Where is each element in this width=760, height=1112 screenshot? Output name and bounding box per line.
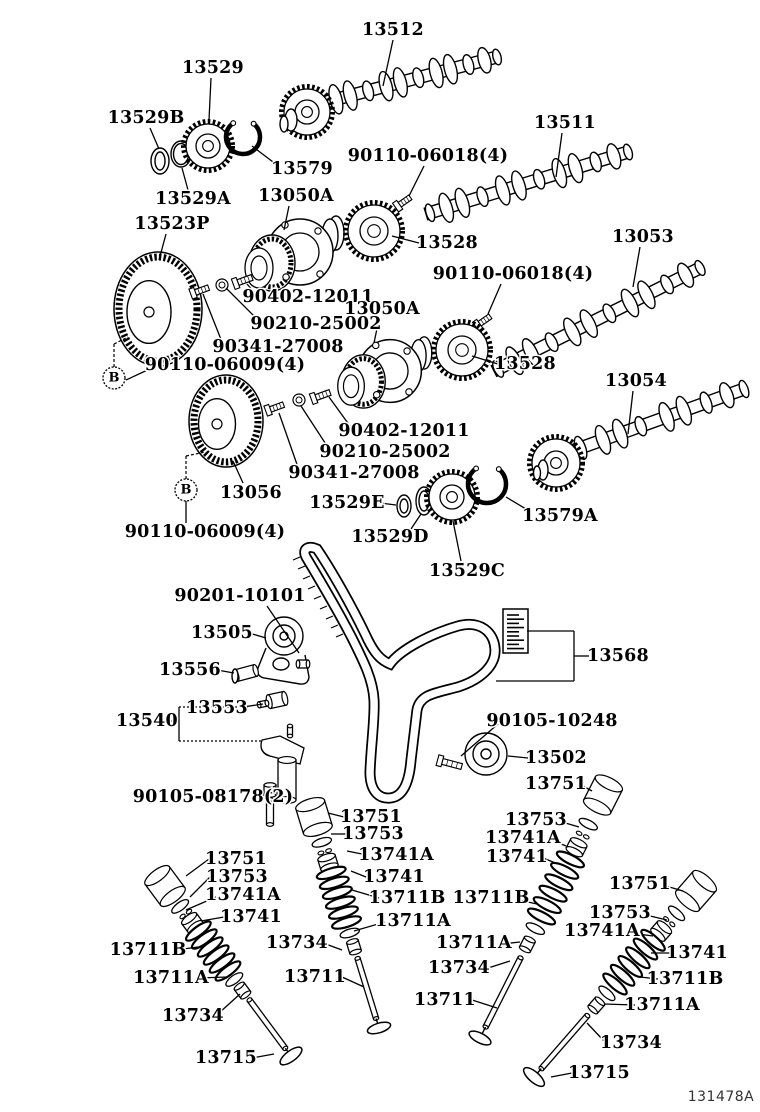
ellipse-shape <box>311 836 332 850</box>
valve-stem-seal-icon <box>518 935 536 954</box>
part-label-39-13753: 13753 <box>342 824 404 844</box>
part-shape <box>404 348 410 354</box>
part-label-40-13753: 13753 <box>505 810 567 830</box>
part-label-18-13054: 13054 <box>605 371 667 391</box>
stud-90201 <box>296 660 310 668</box>
part-label-55-13734: 13734 <box>266 933 328 953</box>
pin <box>288 724 293 738</box>
part-label-24-13579A: 13579A <box>522 506 598 526</box>
part-label-11-90110-06018(4): 90110-06018(4) <box>432 264 594 284</box>
ellipse-shape <box>366 1020 392 1036</box>
bolt-icon <box>264 400 285 416</box>
callout-letter-1: B <box>180 482 192 498</box>
diagram-line <box>308 586 315 589</box>
part-label-67-13715: 13715 <box>195 1048 257 1068</box>
part-label-1-13529: 13529 <box>182 58 244 78</box>
part-label-5-13579: 13579 <box>271 159 333 179</box>
camshaft-13512 <box>314 41 505 118</box>
ellipse-shape <box>232 669 238 683</box>
circle-shape <box>231 121 236 126</box>
part-label-51-13753: 13753 <box>589 903 651 923</box>
ellipse-shape <box>576 830 583 836</box>
part-label-25-13529D: 13529D <box>351 527 429 547</box>
part-label-66-13734: 13734 <box>600 1033 662 1053</box>
diagram-line <box>150 128 159 149</box>
part-label-30-13568: 13568 <box>587 646 649 666</box>
part-label-17-90110-06009(4): 90110-06009(4) <box>144 355 306 375</box>
part-label-27-13529C: 13529C <box>428 561 506 581</box>
valve-stem-seal-icon <box>587 996 606 1016</box>
part-label-15-90341-27008: 90341-27008 <box>212 337 344 357</box>
part-label-9-13528: 13528 <box>416 233 478 253</box>
ellipse-shape <box>343 375 358 398</box>
adjuster-13553 <box>265 691 289 709</box>
part-label-12-90402-12011: 90402-12011 <box>242 287 374 307</box>
part-shape <box>288 734 293 738</box>
part-label-64-13711A: 13711A <box>624 995 700 1015</box>
part-label-13-13050A: 13050A <box>344 299 420 319</box>
part-shape <box>247 998 287 1050</box>
diagram-line <box>326 616 333 619</box>
part-label-20-90210-25002: 90210-25002 <box>319 442 451 462</box>
callout-letter-0: B <box>108 370 120 386</box>
part-label-54-13741A: 13741A <box>564 921 640 941</box>
ellipse-shape <box>583 834 590 840</box>
part-shape <box>283 274 289 280</box>
part-shape <box>406 389 412 395</box>
part-label-49-13711B: 13711B <box>368 888 446 908</box>
diagram-line <box>293 557 300 560</box>
part-shape <box>265 700 270 707</box>
part-label-45-13741: 13741 <box>363 867 425 887</box>
part-label-36-13751: 13751 <box>525 774 587 794</box>
part-label-58-13741: 13741 <box>666 943 728 963</box>
part-label-62-13711B: 13711B <box>646 969 724 989</box>
part-label-26-90110-06009(4): 90110-06009(4) <box>124 522 286 542</box>
gear-13529 <box>186 124 230 168</box>
part-label-59-13711: 13711 <box>284 967 346 987</box>
bolt-icon <box>309 387 332 404</box>
valve-lifter-icon <box>294 795 334 840</box>
part-label-31-13556: 13556 <box>159 660 221 680</box>
ellipse-shape <box>155 152 165 170</box>
part-shape <box>355 958 378 1020</box>
part-label-47-13751: 13751 <box>609 874 671 894</box>
part-label-56-13711A: 13711A <box>436 933 512 953</box>
diagram-line <box>298 566 305 569</box>
part-label-53-13711A: 13711A <box>375 911 451 931</box>
part-label-41-13741A: 13741A <box>485 828 561 848</box>
part-label-43-13741: 13741 <box>486 847 548 867</box>
circle-shape <box>474 466 479 471</box>
part-shape <box>604 142 623 170</box>
diagram-line <box>453 521 461 561</box>
valve-stem-seal-icon <box>346 938 362 956</box>
bolt-icon <box>436 755 463 772</box>
part-label-4-90110-06018(4): 90110-06018(4) <box>347 146 509 166</box>
diagram-line <box>209 78 211 120</box>
valve-lifter-icon <box>581 772 625 819</box>
part-label-2-13529B: 13529B <box>107 108 185 128</box>
valve-stem-icon <box>246 997 288 1051</box>
ellipse-shape <box>251 256 267 280</box>
timing-gear-assy-13050A <box>245 216 344 291</box>
part-shape <box>306 660 310 668</box>
part-shape <box>315 228 321 234</box>
diagram-line <box>409 166 424 196</box>
part-label-22-13056: 13056 <box>220 483 282 503</box>
part-label-68-13715: 13715 <box>568 1063 630 1083</box>
diagram-line <box>320 606 327 609</box>
circle-shape <box>251 121 256 126</box>
circle-shape <box>212 419 222 429</box>
ellipse-shape <box>578 816 599 832</box>
part-shape <box>278 757 296 764</box>
ellipse-shape <box>534 466 541 480</box>
part-label-14-90210-25002: 90210-25002 <box>250 314 382 334</box>
part-label-63-13711: 13711 <box>414 990 476 1010</box>
circle-shape <box>219 282 225 288</box>
part-label-48-13741A: 13741A <box>205 885 281 905</box>
valve-lifter-icon <box>672 867 719 915</box>
part-label-50-13711B: 13711B <box>452 888 530 908</box>
ellipse-shape <box>400 499 408 513</box>
part-label-7-13050A: 13050A <box>258 186 334 206</box>
diagram-line <box>182 168 188 190</box>
part-label-44-13751: 13751 <box>205 849 267 869</box>
diagram-line <box>331 625 338 628</box>
part-label-46-13753: 13753 <box>206 867 268 887</box>
part-label-8-13523P: 13523P <box>134 214 210 234</box>
part-shape <box>288 724 293 728</box>
part-label-29-13505: 13505 <box>191 623 253 643</box>
gear-13528 <box>348 205 400 257</box>
diagram-line <box>336 634 343 637</box>
diagram-line <box>488 284 501 314</box>
valve-stem-icon <box>355 956 380 1021</box>
circle-shape <box>144 307 154 317</box>
part-shape <box>267 823 274 827</box>
part-label-10-13053: 13053 <box>612 227 674 247</box>
diagram-code: 131478A <box>687 1089 755 1105</box>
part-shape <box>539 1014 589 1070</box>
ellipse-shape <box>467 1028 493 1047</box>
part-label-61-13711A: 13711A <box>133 968 209 988</box>
part-label-33-13540: 13540 <box>116 711 178 731</box>
part-shape <box>374 392 380 398</box>
part-label-60-13734: 13734 <box>428 958 490 978</box>
part-label-57-13711B: 13711B <box>109 940 187 960</box>
part-label-0-13512: 13512 <box>362 20 424 40</box>
circle-shape <box>481 749 491 759</box>
part-label-28-90201-10101: 90201-10101 <box>174 586 306 606</box>
part-label-52-13741: 13741 <box>220 907 282 927</box>
part-label-37-90105-08178(2): 90105-08178(2) <box>132 787 294 807</box>
ellipse-shape <box>280 116 288 132</box>
part-label-42-13741A: 13741A <box>358 845 434 865</box>
ellipse-shape <box>273 658 289 670</box>
part-label-19-90402-12011: 90402-12011 <box>338 421 470 441</box>
ellipse-shape <box>325 848 332 853</box>
diagram-line <box>303 576 310 579</box>
part-label-34-90105-10248: 90105-10248 <box>486 711 618 731</box>
ellipse-shape <box>669 921 676 928</box>
part-shape <box>296 660 300 668</box>
part-label-32-13553: 13553 <box>186 698 248 718</box>
part-label-35-13502: 13502 <box>525 748 587 768</box>
part-shape <box>317 271 323 277</box>
part-label-38-13751: 13751 <box>340 807 402 827</box>
part-shape <box>475 46 493 74</box>
part-label-23-13529E: 13529E <box>309 493 385 513</box>
part-label-65-13734: 13734 <box>162 1006 224 1026</box>
part-shape <box>373 342 379 348</box>
part-label-3-13511: 13511 <box>534 113 596 133</box>
circle-shape <box>296 397 302 403</box>
diagram-line <box>314 596 321 599</box>
circle-shape <box>496 467 501 472</box>
part-label-21-90341-27008: 90341-27008 <box>288 463 420 483</box>
timing-gear-assy-13050A-2 <box>338 337 432 408</box>
diagram-line <box>633 247 640 287</box>
part-label-6-13529A: 13529A <box>155 189 231 209</box>
part-label-16-13528: 13528 <box>494 354 556 374</box>
gear-13528-2 <box>436 324 488 376</box>
